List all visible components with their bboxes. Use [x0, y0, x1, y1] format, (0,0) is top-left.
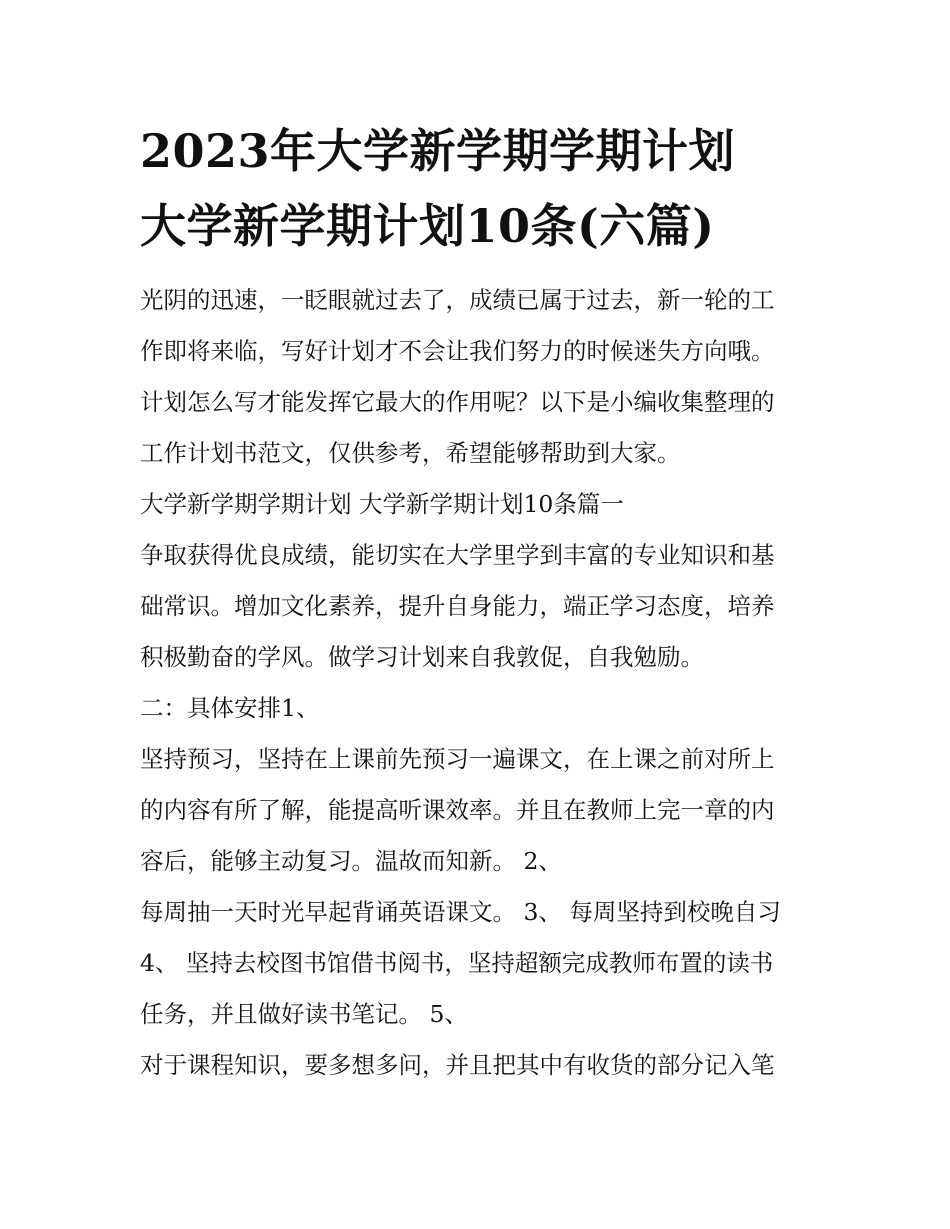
- arrangement-heading: [140, 683, 820, 734]
- text-line: 坚持预习，坚持在上课前先预习一遍课文，在上课之前对所上: [140, 745, 775, 773]
- text-line: 础常识。增加文化素养，提升自身能力，端正学习态度，培养: [140, 592, 775, 620]
- preview-paragraph: [140, 734, 820, 887]
- text-line: 作即将来临，写好计划才不会让我们努力的时候迷失方向哦。: [140, 337, 775, 365]
- title-line-1: 2023年大学新学期学期计划: [140, 124, 736, 178]
- text-line: 工作计划书范文，仅供参考，希望能够帮助到大家。: [140, 439, 681, 467]
- document-title: [140, 114, 820, 264]
- text-line: 大学新学期学期计划 大学新学期计划10条篇一: [140, 490, 624, 518]
- text-line: 计划怎么写才能发挥它最大的作用呢？以下是小编收集整理的: [140, 388, 775, 416]
- text-line: 4、 坚持去校图书馆借书阅书，坚持超额完成教师布置的读书: [140, 949, 774, 977]
- intro-paragraph: [140, 275, 820, 479]
- section-heading-1: [140, 479, 820, 530]
- weekly-plan-paragraph: [140, 887, 820, 1040]
- course-knowledge-paragraph: [140, 1040, 820, 1091]
- goals-paragraph: [140, 530, 820, 683]
- text-line: 容后，能够主动复习。温故而知新。 2、: [140, 847, 562, 875]
- text-line: 争取获得优良成绩，能切实在大学里学到丰富的专业知识和基: [140, 541, 775, 569]
- text-line: 的内容有所了解，能提高听课效率。并且在教师上完一章的内: [140, 796, 775, 824]
- text-line: 任务，并且做好读书笔记。 5、: [140, 1000, 468, 1028]
- text-line: 对于课程知识，要多想多问，并且把其中有收货的部分记入笔: [140, 1051, 775, 1079]
- text-line: 积极勤奋的学风。做学习计划来自我敦促，自我勉励。: [140, 643, 704, 671]
- text-line: 二：具体安排1、: [140, 694, 320, 722]
- text-line: 每周抽一天时光早起背诵英语课文。 3、 每周坚持到校晚自习: [140, 898, 781, 926]
- title-line-2: 大学新学期计划10条(六篇): [140, 199, 715, 253]
- text-line: 光阴的迅速，一眨眼就过去了，成绩已属于过去，新一轮的工: [140, 286, 775, 314]
- document-body: [140, 275, 820, 1091]
